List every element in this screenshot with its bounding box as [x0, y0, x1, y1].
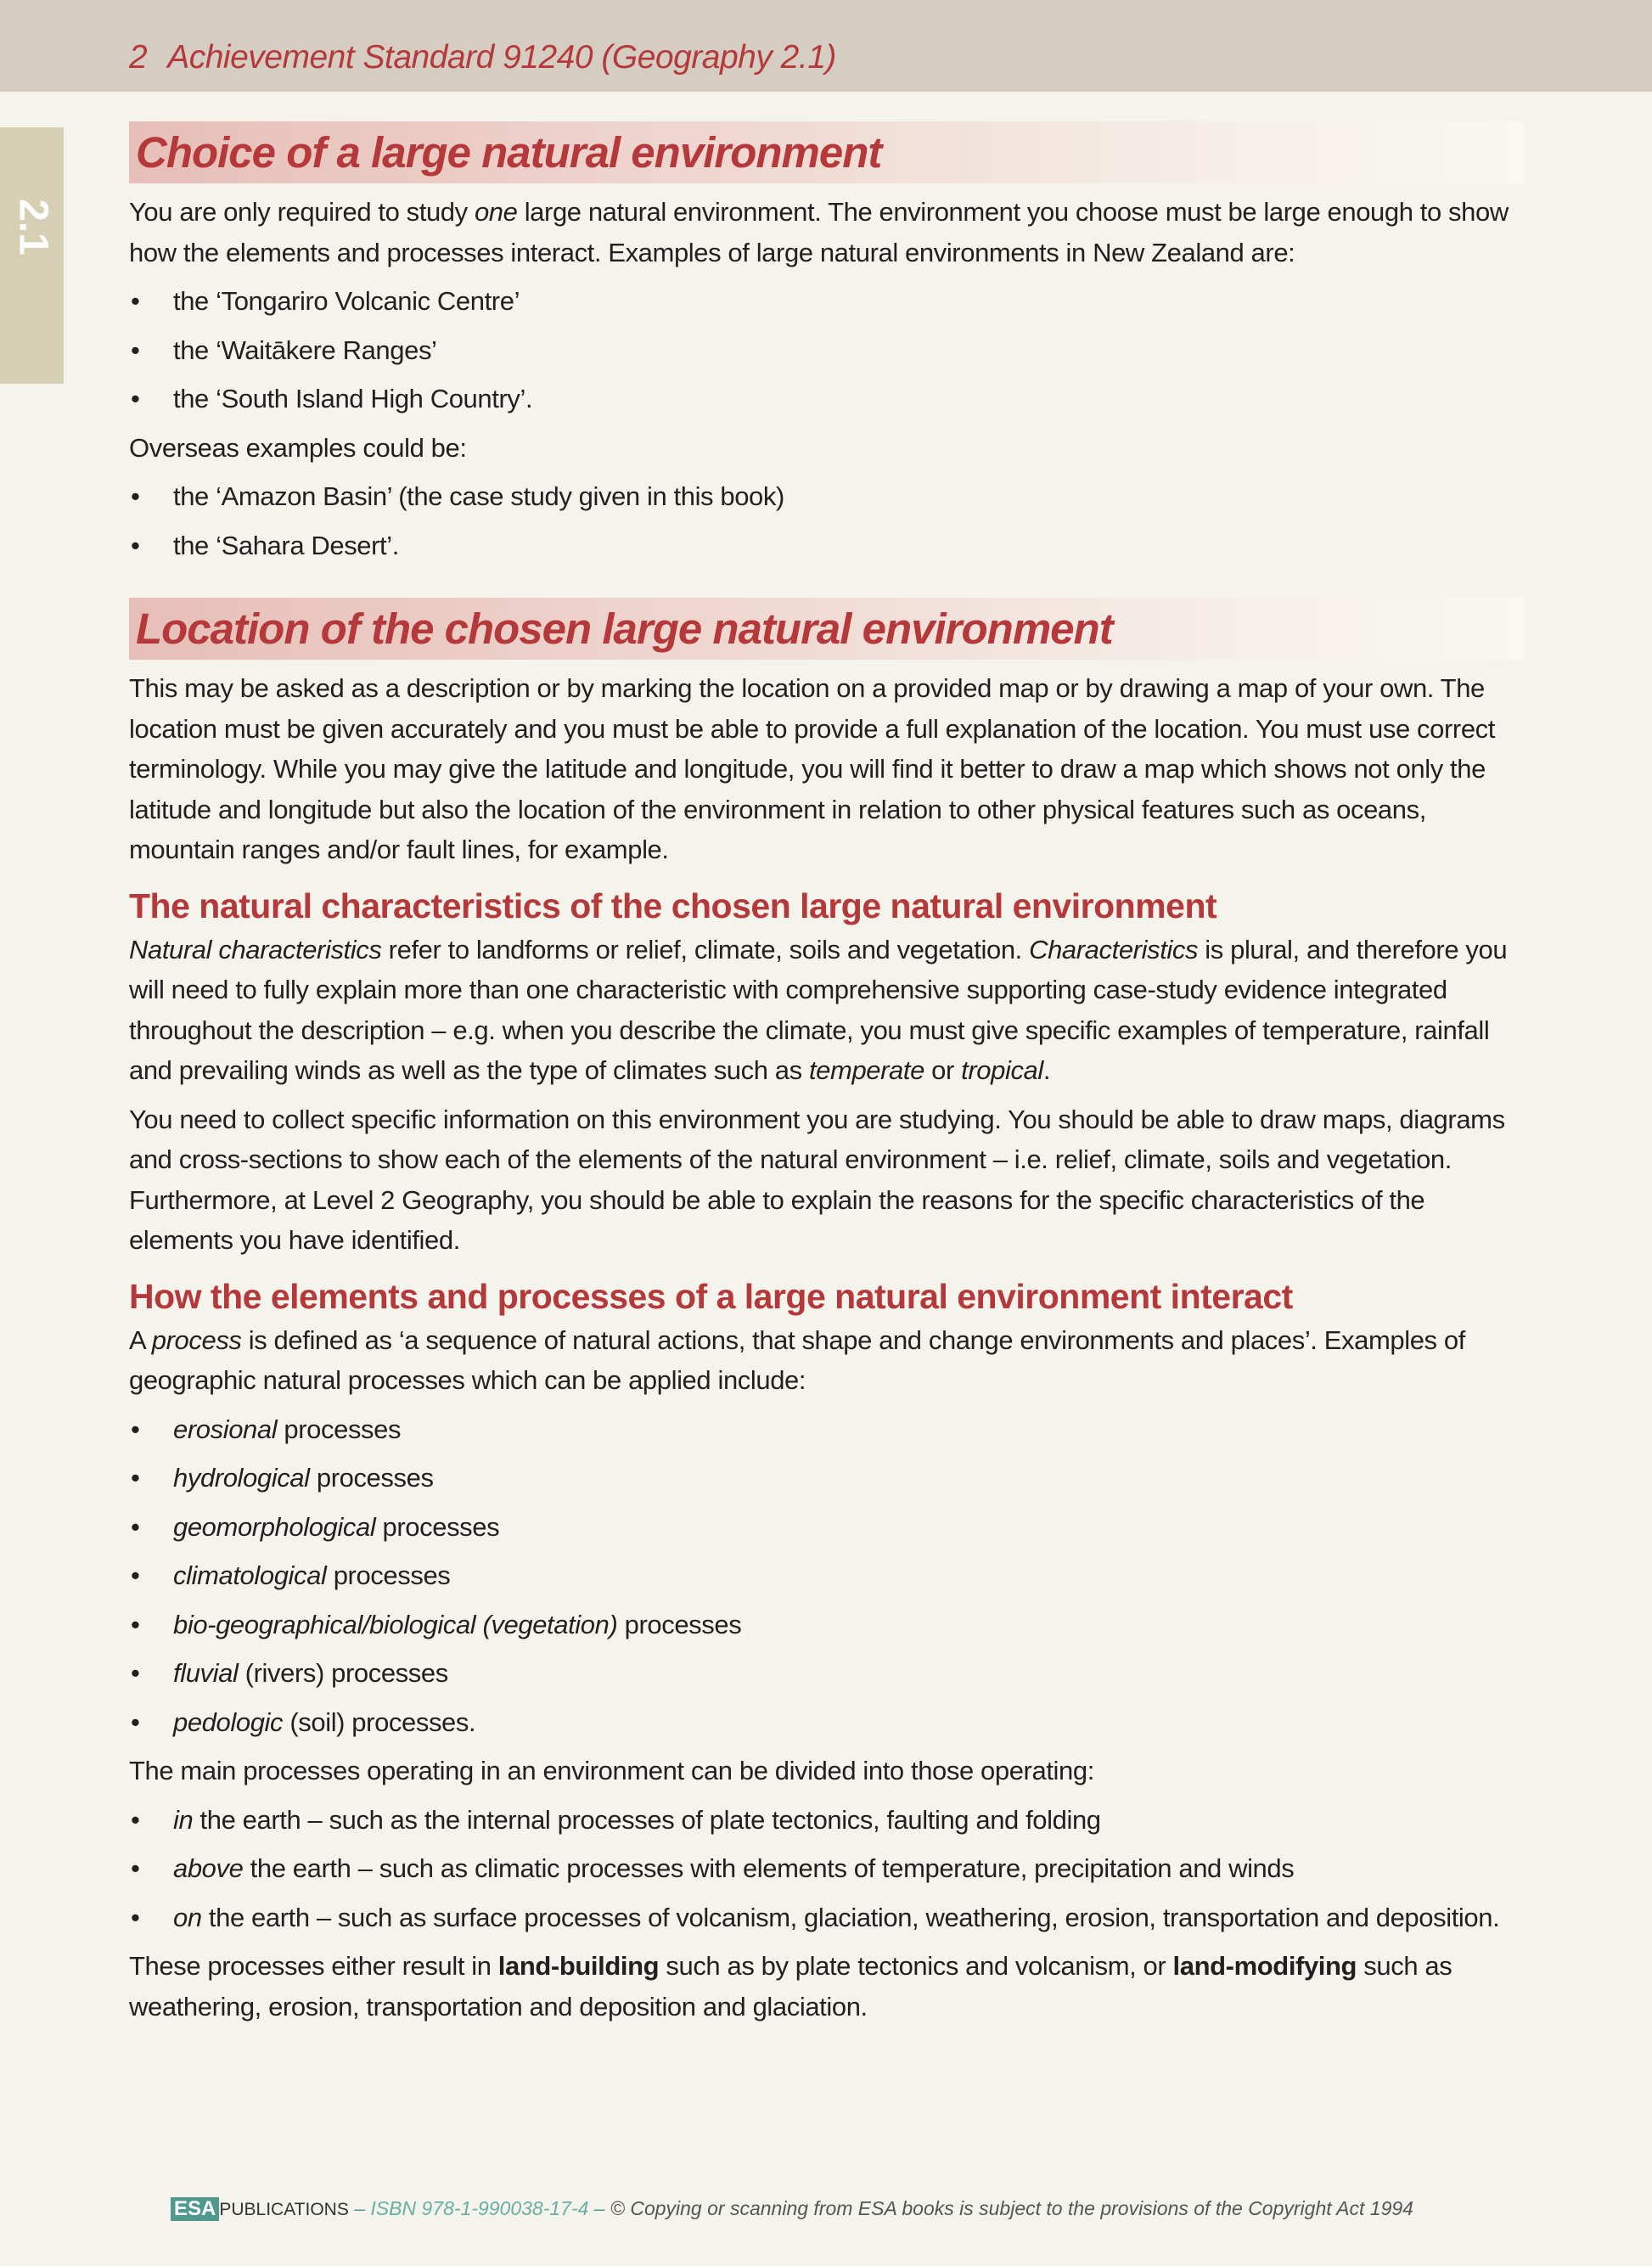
isbn: ISBN 978-1-990038-17-4 — [370, 2197, 589, 2219]
list-item: • pedologic (soil) processes. — [129, 1702, 1525, 1743]
heading-choice: Choice of a large natural environment — [129, 121, 1525, 183]
list-item: • erosional processes — [129, 1409, 1525, 1450]
list-item: • the ‘Amazon Basin’ (the case study given in this book) — [129, 476, 1525, 517]
copyright-notice: © Copying or scanning from ESA books is subject to the provisions of the Copyright Act 1994 — [610, 2197, 1413, 2219]
page-number: 2 — [129, 39, 148, 76]
list-item: • the ‘Tongariro Volcanic Centre’ — [129, 281, 1525, 322]
list-item: • the ‘Waitākere Ranges’ — [129, 330, 1525, 371]
list-item: • in the earth – such as the internal processes of plate tectonics, faulting and folding — [129, 1800, 1525, 1841]
running-title: Achievement Standard 91240 (Geography 2.1) — [167, 39, 836, 76]
publisher-name: PUBLICATIONS — [219, 2200, 349, 2219]
list-item: • climatological processes — [129, 1555, 1525, 1596]
list-item: • the ‘Sahara Desert’. — [129, 526, 1525, 566]
section-tab-label: 2.1 — [10, 199, 56, 256]
separator: – — [588, 2197, 610, 2219]
running-header — [129, 39, 836, 76]
heading-characteristics: The natural characteristics of the chosen large natural environment — [129, 886, 1217, 925]
list-item: • hydrological processes — [129, 1458, 1525, 1498]
esa-logo: ESA — [171, 2197, 219, 2221]
heading-location: Location of the chosen large natural environment — [129, 598, 1525, 660]
paragraph: You are only required to study one large natural environment. The environment you choose must be large enough to show how the elements and processes interact. Examples of large natural environments in New Zealand are: — [129, 197, 1509, 267]
paragraph: Natural characteristics refer to landforms or relief, climate, soils and vegetation. Characteristics is plural, and therefore you will need to fully explain more than one characteristic with comprehensive supporting case-study evidence integrated throughout the description – e.g. when you describe the climate, you must give specific examples of temperature, rainfall and prevailing winds as well as the type of climates such as temperate or tropical. — [129, 934, 1508, 1085]
list-item: • bio-geographical/biological (vegetation) processes — [129, 1605, 1525, 1645]
paragraph: This may be asked as a description or by marking the location on a provided map or by drawing a map of your own. The location must be given accurately and you must be able to provide a full explanation of the location. You must use correct terminology. While you may give the latitude and longitude, you will find it better to draw a map which shows not only the latitude and longitude but also the location of the environment in relation to other physical features such as oceans, mountain ranges and/or fault lines, for example. — [129, 673, 1495, 864]
paragraph: You need to collect specific information on this environment you are studying. You should be able to draw maps, diagrams and cross-sections to show each of the elements of the natural environment – i.e. relief, climate, soils and vegetation. Furthermore, at Level 2 Geography, you should be able to explain the reasons for the specific characteristics of the elements you have identified. — [129, 1104, 1505, 1255]
section-tab — [0, 127, 64, 384]
heading-processes: How the elements and processes of a large natural environment interact — [129, 1276, 1293, 1316]
operating-list — [129, 1800, 1525, 1938]
footer — [171, 2197, 1413, 2221]
list-item: • fluvial (rivers) processes — [129, 1653, 1525, 1694]
overseas-examples-list — [129, 476, 1525, 565]
paragraph: These processes either result in land-building such as by plate tectonics and volcanism, or land-modifying such as weathering, erosion, transportation and deposition and glaciation. — [129, 1951, 1453, 2021]
list-item: • the ‘South Island High Country’. — [129, 379, 1525, 419]
page-content — [129, 121, 1525, 2027]
nz-examples-list — [129, 281, 1525, 419]
paragraph: The main processes operating in an environment can be divided into those operating: — [129, 1756, 1094, 1785]
processes-list — [129, 1409, 1525, 1743]
list-item: • above the earth – such as climatic processes with elements of temperature, precipitation and winds — [129, 1848, 1525, 1889]
paragraph: Overseas examples could be: — [129, 432, 467, 463]
list-item: • on the earth – such as surface processes of volcanism, glaciation, weathering, erosion, transportation and deposition. — [129, 1898, 1525, 1938]
separator: – — [348, 2197, 371, 2219]
paragraph: A process is defined as ‘a sequence of natural actions, that shape and change environments and places’. Examples of geographic natural processes which can be applied include: — [129, 1324, 1465, 1395]
list-item: • geomorphological processes — [129, 1507, 1525, 1548]
